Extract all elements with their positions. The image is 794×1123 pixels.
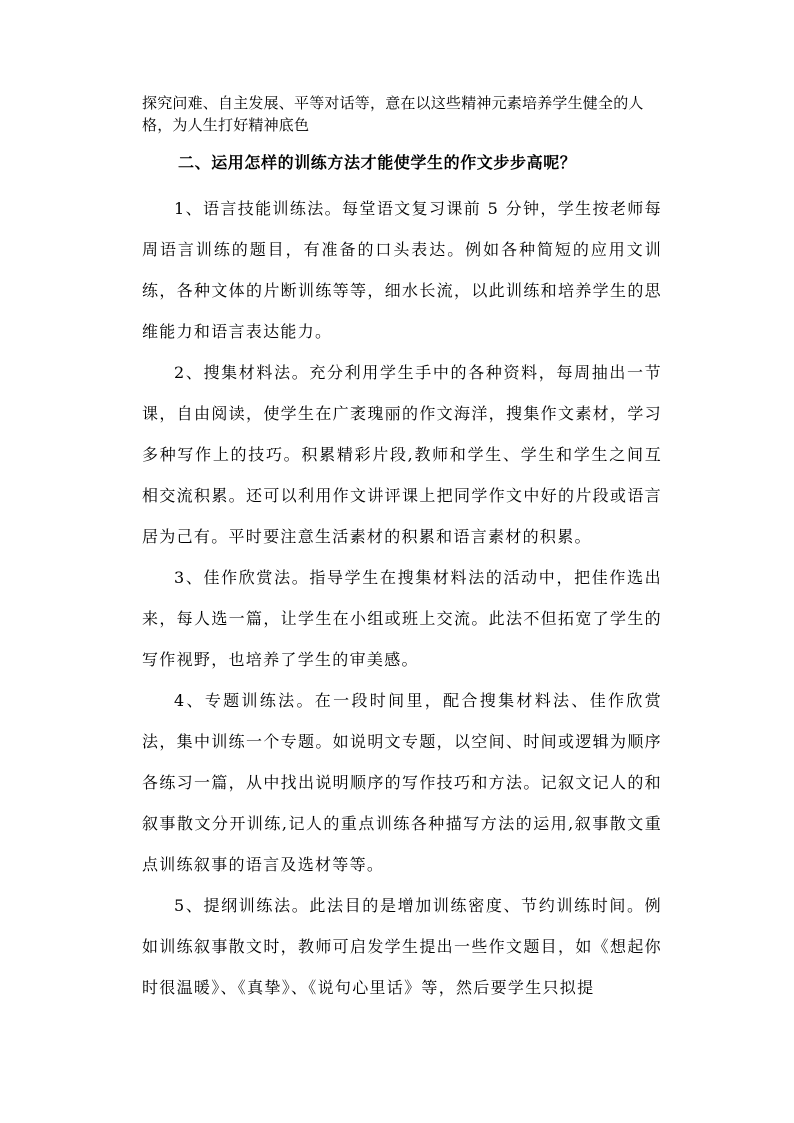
intro-line: 格，为人生打好精神底色 (142, 116, 310, 134)
paragraph-outline-training: 5、提纲训练法。此法目的是增加训练密度、节约训练时间。例如训练叙事散文时，教师可启发学生提出一些作文题目，如《想起你时很温暖》、《真挚》、《说句心里话》等，然后要学生只拟提 (142, 896, 662, 997)
intro-text (142, 92, 662, 136)
section-heading: 二、运用怎样的训练方法才能使学生的作文步步高呢？ (178, 153, 577, 172)
paragraph-appreciation: 3、佳作欣赏法。指导学生在搜集材料法的活动中，把佳作选出来，每人选一篇，让学生在小组或班上交流。此法不但拓宽了学生的写作视野，也培养了学生的审美感。 (142, 568, 662, 669)
paragraph-language-skills: 1、语言技能训练法。每堂语文复习课前 5 分钟，学生按老师每周语言训练的题目，有准备的口头表达。例如各种简短的应用文训练，各种文体的片断训练等等，细水长流，以此训练和培养学生的思维能力和语言表达能力。 (142, 199, 662, 341)
intro-line: 探究问难、自主发展、平等对话等，意在以这些精神元素培养学生健全的人 (142, 94, 644, 112)
paragraph-topic-training: 4、专题训练法。在一段时间里，配合搜集材料法、佳作欣赏法，集中训练一个专题。如说明文专题，以空间、时间或逻辑为顺序各练习一篇，从中找出说明顺序的写作技巧和方法。记叙文记人的和叙事散文分开训练,记人的重点训练各种描写方法的运用,叙事散文重点训练叙事的语言及选材等等。 (142, 691, 662, 874)
body-text (142, 188, 662, 1008)
paragraph-material-collection: 2、搜集材料法。充分利用学生手中的各种资料，每周抽出一节课，自由阅读，使学生在广袤瑰丽的作文海洋，搜集作文素材，学习多种写作上的技巧。积累精彩片段,教师和学生、学生和学生之间互相交流积累。还可以利用作文讲评课上把同学作文中好的片段或语言居为己有。平时要注意生活素材的积累和语言素材的积累。 (142, 363, 662, 546)
